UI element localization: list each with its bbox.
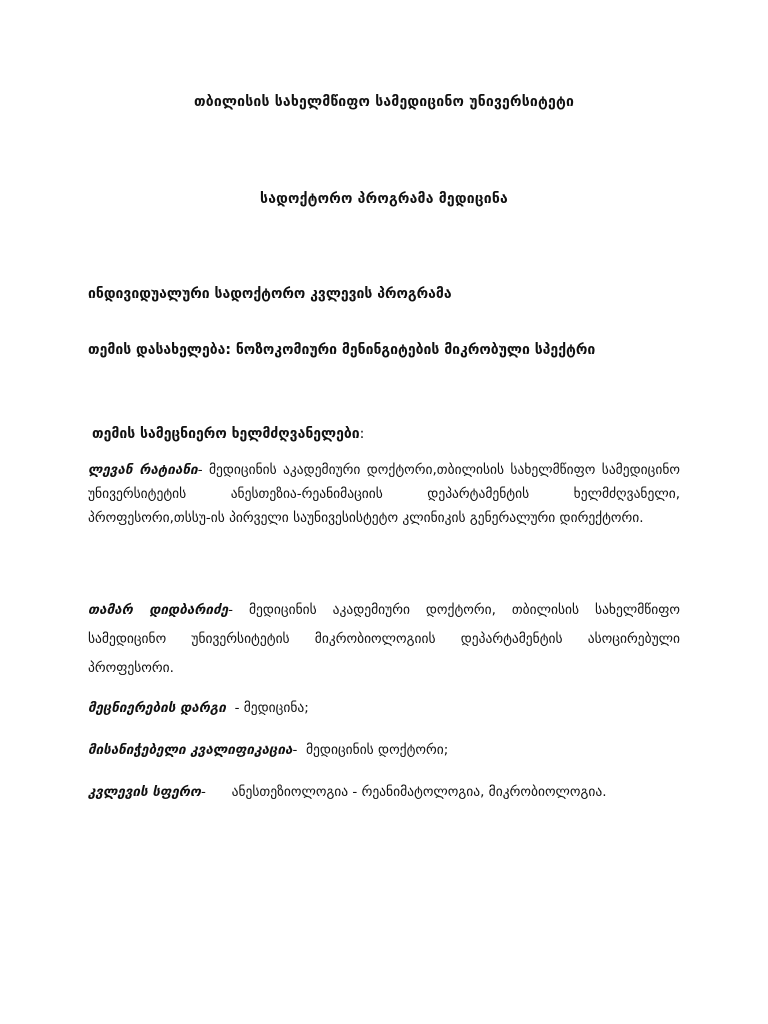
- university-title: თბილისის სახელმწიფო სამედიცინო უნივერსიტეტი: [193, 94, 575, 110]
- supervisor-2-dash: -: [228, 602, 234, 618]
- supervisor-1-description: მედიცინის აკადემიური დოქტორი,თბილისის სახელმწიფო სამედიცინო უნივერსიტეტის ანესთეზია-რეანიმაციის დეპარტამენტის ხელმძღვანელი, პროფესორი,თსსუ-ის პირველი საუნივესისტეტო კლინიკის გენერალური დირექტორი.: [88, 462, 680, 526]
- supervisors-heading-text: თემის სამეცნიერო ხელმძღვანელები: [92, 426, 360, 442]
- program-title: სადოქტორო პროგრამა მედიცინა: [260, 191, 508, 207]
- supervisor-2-description: მედიცინის აკადემიური დოქტორი, თბილისის სახელმწიფო სამედიცინო უნივერსიტეტის მიკრობიოლოგიის დეპარტამენტის ასოცირებული პროფესორი.: [88, 602, 680, 676]
- supervisor-1-paragraph: [88, 458, 680, 530]
- research-program-heading: ინდივიდუალური სადოქტორო კვლევის პროგრამა: [88, 286, 452, 302]
- qualification-value: - მედიცინის დოქტორი;: [292, 742, 449, 758]
- topic-title: ნოზოკომიური მენინგიტების მიკრობული სპექტრი: [235, 342, 596, 358]
- field-value: - მედიცინა;: [225, 700, 309, 716]
- qualification-line: [88, 742, 680, 758]
- supervisor-2-paragraph: [88, 596, 680, 683]
- research-area-line: [88, 784, 680, 800]
- research-area-label: კვლევის სფერო: [88, 784, 201, 800]
- supervisors-heading-colon: :: [359, 426, 365, 442]
- qualification-label: მისანიჭებელი კვალიფიკაცია: [88, 742, 293, 758]
- research-area-value: - ანესთეზიოლოგია - რეანიმატოლოგია, მიკრობიოლოგია.: [201, 784, 607, 800]
- supervisors-heading: [92, 426, 692, 442]
- supervisor-2-name: თამარ დიდბარიძე: [88, 602, 229, 618]
- topic-label: თემის დასახელება:: [88, 342, 231, 358]
- supervisor-1-dash: -: [197, 462, 203, 478]
- topic-line: [88, 342, 688, 358]
- field-line: [88, 700, 680, 716]
- supervisor-1-name: ლევან რატიანი: [88, 462, 198, 478]
- field-label: მეცნიერების დარგი: [88, 700, 226, 716]
